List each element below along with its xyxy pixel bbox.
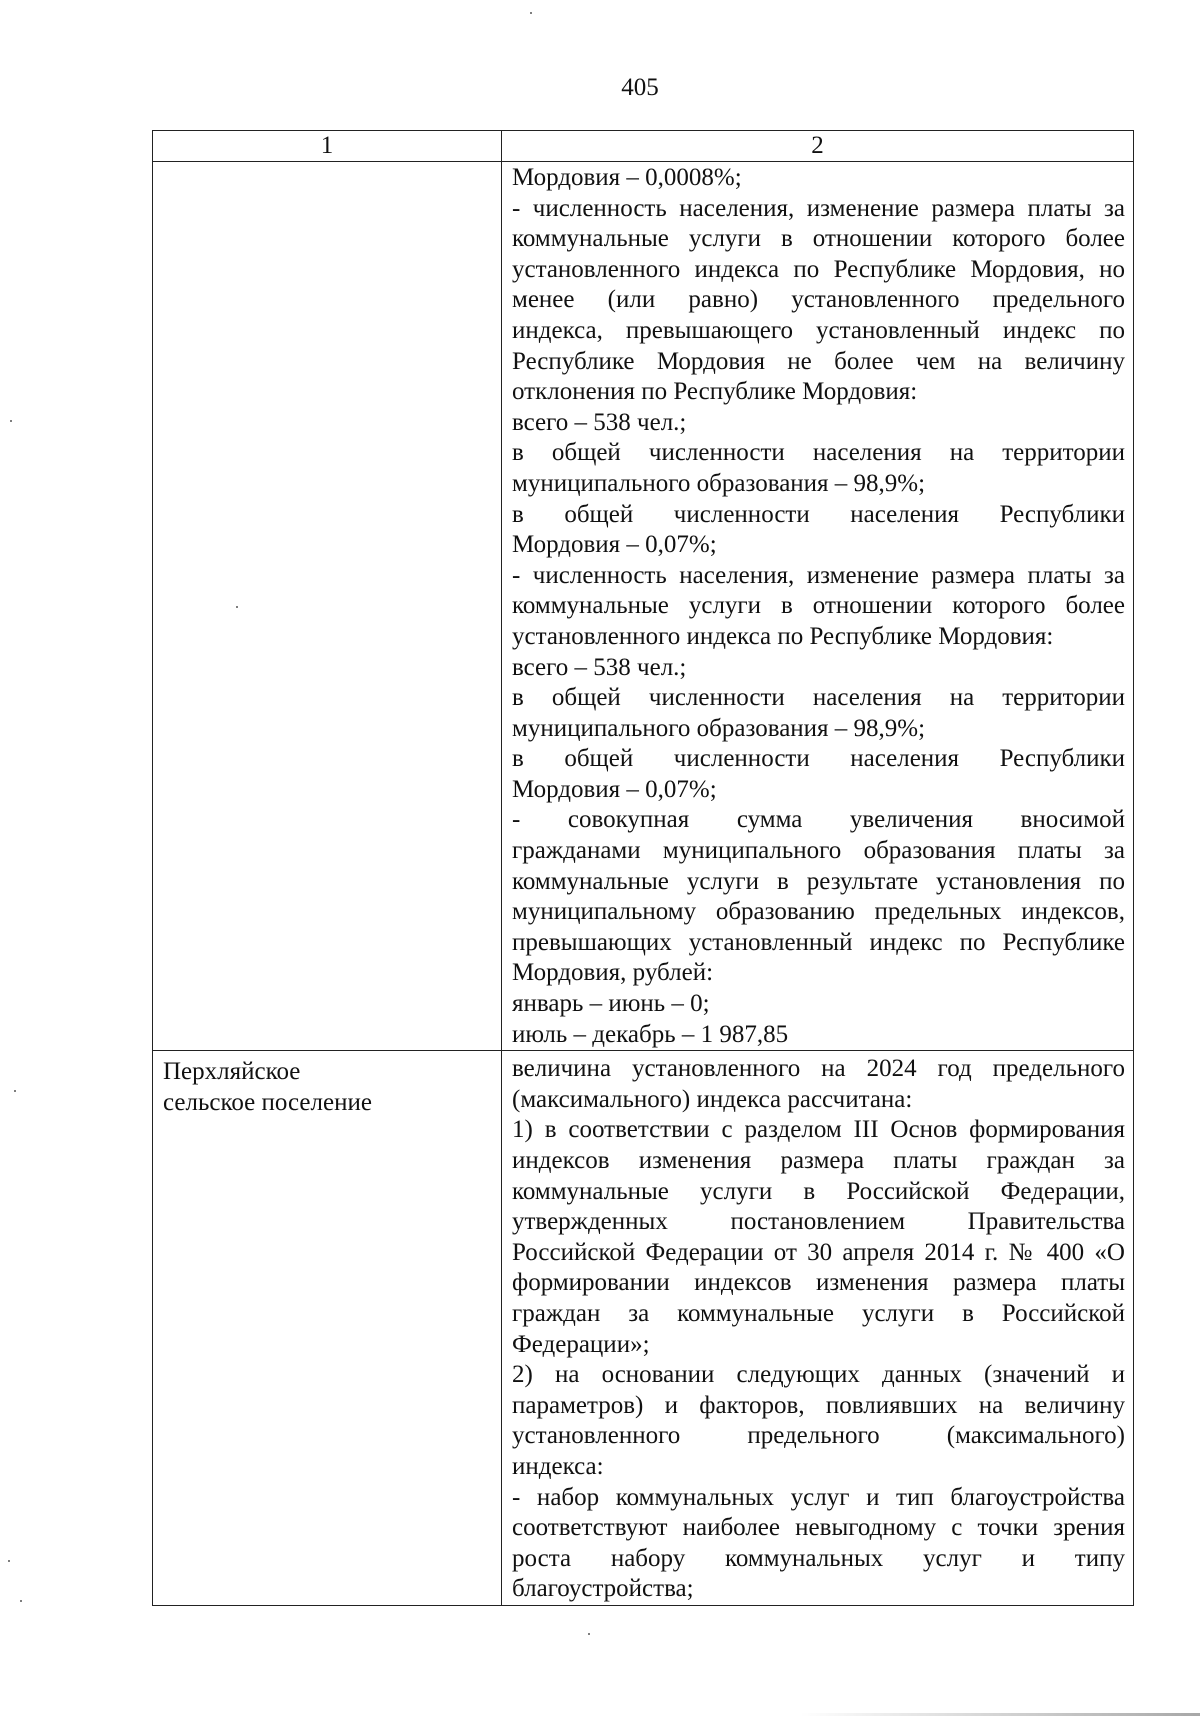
text-line: 1) в соответствии с разделом III Основ формирования — [512, 1116, 1125, 1144]
text-line: менее (или равно) установленного предельного — [512, 286, 1125, 314]
text-line: коммунальные услуги в отношении которого более — [512, 225, 1125, 253]
text-line: июль – декабрь – 1 987,85 — [512, 1020, 789, 1048]
text-line: параметров) и факторов, повлиявших на величину — [512, 1391, 1125, 1419]
text-line: Мордовия, рублей: — [512, 959, 714, 987]
text-line: формировании индексов изменения размера платы — [512, 1269, 1125, 1297]
text-line: коммунальные услуги в отношении которого более — [512, 592, 1125, 620]
text-line: Республике Мордовия не более чем на величину — [512, 347, 1125, 375]
text-line: индекса: — [512, 1452, 604, 1480]
text-line: Мордовия – 0,07%; — [512, 531, 717, 559]
text-line: благоустройства; — [512, 1575, 694, 1603]
document-table — [152, 130, 1134, 1606]
text-line: установленного индекса по Республике Мордовия: — [512, 622, 1054, 650]
text-line: в общей численности населения Республики — [512, 745, 1125, 773]
text-line: установленного индекса по Республике Мордовия, но — [512, 255, 1125, 283]
text-line: Мордовия – 0,07%; — [512, 775, 717, 803]
header-cell-col2: 2 — [502, 131, 1134, 162]
text-line: коммунальные услуги в результате установления по — [512, 867, 1125, 895]
text-line: в общей численности населения Республики — [512, 500, 1125, 528]
table-row — [153, 1051, 1134, 1606]
text-line: - численность населения, изменение размера платы за — [512, 194, 1125, 222]
text-line: Российской Федерации от 30 апреля 2014 г. № 400 «О — [512, 1238, 1125, 1266]
text-line: муниципальному образованию предельных индексов, — [512, 898, 1125, 926]
text-line: роста набору коммунальных услуг и типу — [512, 1544, 1125, 1572]
table-row — [153, 162, 1134, 1051]
text-line: гражданами муниципального образования платы за — [512, 837, 1125, 865]
text-line: утвержденных постановлением Правительства — [512, 1208, 1125, 1236]
text-line: отклонения по Республике Мордовия: — [512, 378, 918, 406]
text-line: всего – 538 чел.; — [512, 408, 687, 436]
text-line: - совокупная сумма увеличения вносимой — [512, 806, 1125, 834]
text-line: муниципального образования – 98,9%; — [512, 714, 926, 742]
text-line: Федерации»; — [512, 1330, 650, 1358]
description-cell — [502, 1051, 1134, 1606]
text-line: индекса, превышающего установленный индекс по — [512, 316, 1125, 344]
text-line: январь – июнь – 0; — [512, 990, 710, 1018]
table-header-row — [153, 131, 1134, 162]
text-line: в общей численности населения на территории — [512, 684, 1125, 712]
municipality-name-line: сельское поселение — [163, 1088, 372, 1116]
text-line: - численность населения, изменение размера платы за — [512, 561, 1125, 589]
page-number: 405 — [621, 74, 659, 101]
municipality-name-line: Перхляйское — [163, 1058, 301, 1086]
text-line: в общей численности населения на территории — [512, 439, 1125, 467]
description-cell — [502, 162, 1134, 1051]
text-line: величина установленного на 2024 год предельного — [512, 1055, 1125, 1083]
text-line: граждан за коммунальные услуги в Российской — [512, 1299, 1125, 1327]
text-line: муниципального образования – 98,9%; — [512, 469, 926, 497]
text-line: 2) на основании следующих данных (значений и — [512, 1361, 1125, 1389]
municipality-cell — [153, 162, 502, 1051]
municipality-cell — [153, 1051, 502, 1606]
text-line: соответствуют наиболее невыгодному с точки зрения — [512, 1514, 1125, 1542]
text-line: установленного предельного (максимального) — [512, 1422, 1125, 1450]
header-cell-col1: 1 — [153, 131, 502, 162]
text-line: коммунальные услуги в Российской Федерации, — [512, 1177, 1125, 1205]
text-line: - набор коммунальных услуг и тип благоустройства — [512, 1483, 1125, 1511]
text-line: индексов изменения размера платы граждан за — [512, 1147, 1125, 1174]
text-line: превышающих установленный индекс по Республике — [512, 928, 1125, 956]
text-line: (максимального) индекса рассчитана: — [512, 1085, 913, 1113]
text-line: Мордовия – 0,0008%; — [512, 164, 742, 191]
text-line: всего – 538 чел.; — [512, 653, 687, 681]
